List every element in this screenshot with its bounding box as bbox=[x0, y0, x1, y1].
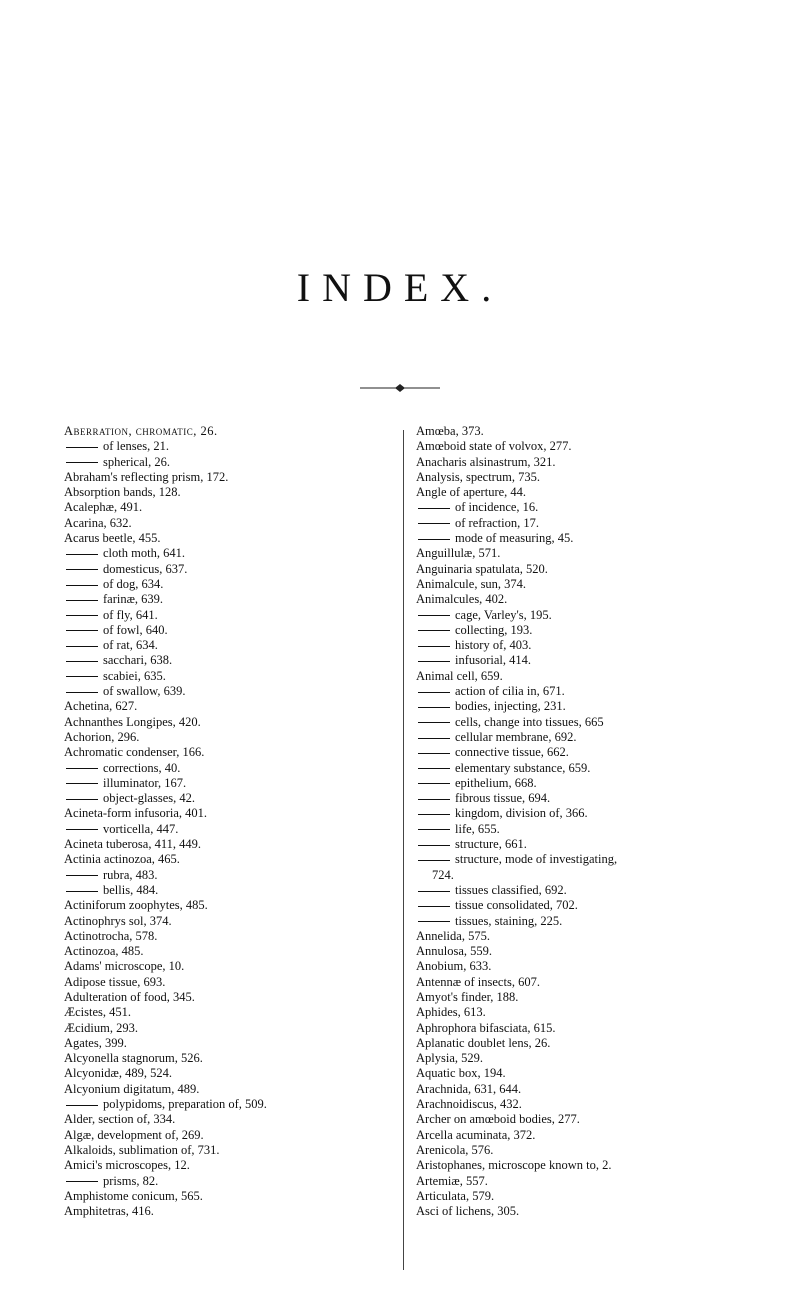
index-entry-text: domesticus, 637. bbox=[103, 561, 188, 576]
index-entry-text: Arachnida, 631, 644. bbox=[416, 1081, 522, 1096]
index-entry-text: Achnanthes Longipes, 420. bbox=[64, 714, 201, 729]
index-entry-text: Animalcule, sun, 374. bbox=[416, 576, 527, 591]
index-entry-text: of rat, 634. bbox=[103, 638, 158, 653]
index-entry-text: Aphrophora bifasciata, 615. bbox=[416, 1020, 556, 1035]
ditto-dash bbox=[66, 600, 98, 601]
index-entry bbox=[416, 883, 786, 898]
index-entry-text: Articulata, 579. bbox=[416, 1188, 495, 1203]
index-entry bbox=[416, 1082, 786, 1097]
index-entry bbox=[64, 684, 394, 699]
index-entry bbox=[416, 577, 786, 592]
index-entry-text: 724. bbox=[432, 867, 454, 882]
index-entry-text: Amphitetras, 416. bbox=[64, 1204, 154, 1219]
index-entry bbox=[416, 868, 786, 883]
index-entry-text: Acineta tuberosa, 411, 449. bbox=[64, 837, 201, 852]
index-entry bbox=[416, 1066, 786, 1081]
index-entry bbox=[64, 791, 394, 806]
index-entry-text: Abraham's reflecting prism, 172. bbox=[64, 469, 229, 484]
index-entry-text: Alcyonella stagnorum, 526. bbox=[64, 1051, 203, 1066]
index-entry-text: Asci of lichens, 305. bbox=[416, 1204, 520, 1219]
index-entry-text: history of, 403. bbox=[455, 638, 532, 653]
index-entry-text: life, 655. bbox=[455, 821, 500, 836]
index-entry-text: Aplysia, 529. bbox=[416, 1051, 484, 1066]
index-entry bbox=[64, 439, 394, 454]
ditto-dash bbox=[66, 615, 98, 616]
index-entry bbox=[416, 837, 786, 852]
index-entry-text: object-glasses, 42. bbox=[103, 791, 195, 806]
index-entry-text: Angle of aperture, 44. bbox=[416, 485, 527, 500]
index-entry bbox=[416, 653, 786, 668]
divider-ornament-icon bbox=[360, 383, 440, 393]
index-entry bbox=[64, 745, 394, 760]
ditto-dash bbox=[66, 799, 98, 800]
index-entry-text: Adipose tissue, 693. bbox=[64, 974, 166, 989]
index-entry-text: Anacharis alsinastrum, 321. bbox=[416, 454, 556, 469]
index-entry bbox=[416, 455, 786, 470]
index-entry-text: Aphides, 613. bbox=[416, 1005, 486, 1020]
index-entry-text: Aristophanes, microscope known to, 2. bbox=[416, 1158, 612, 1173]
ditto-dash bbox=[418, 692, 450, 693]
index-entry-text: of incidence, 16. bbox=[455, 500, 539, 515]
index-entry-text: sacchari, 638. bbox=[103, 653, 173, 668]
index-entry bbox=[64, 562, 394, 577]
index-entry-text: spherical, 26. bbox=[103, 454, 170, 469]
index-entry bbox=[416, 1005, 786, 1020]
index-entry bbox=[416, 638, 786, 653]
index-entry bbox=[64, 822, 394, 837]
index-entry bbox=[64, 699, 394, 714]
index-entry-text: of fowl, 640. bbox=[103, 622, 168, 637]
index-entry-text: Achromatic condenser, 166. bbox=[64, 745, 205, 760]
index-entry bbox=[64, 623, 394, 638]
index-entry-text: Annelida, 575. bbox=[416, 928, 490, 943]
index-entry bbox=[416, 516, 786, 531]
index-entry bbox=[64, 1112, 394, 1127]
index-entry bbox=[416, 424, 786, 439]
index-entry bbox=[416, 562, 786, 577]
index-entry-text: illuminator, 167. bbox=[103, 775, 187, 790]
index-entry-text: Acarus beetle, 455. bbox=[64, 531, 161, 546]
index-entry-text: Antennæ of insects, 607. bbox=[416, 974, 540, 989]
index-entry bbox=[416, 852, 786, 867]
ditto-dash bbox=[418, 906, 450, 907]
index-entry-text: Anobium, 633. bbox=[416, 959, 492, 974]
index-entry bbox=[64, 852, 394, 867]
ditto-dash bbox=[418, 799, 450, 800]
ditto-dash bbox=[418, 738, 450, 739]
index-entry bbox=[64, 898, 394, 913]
index-entry bbox=[64, 608, 394, 623]
index-entry bbox=[416, 1158, 786, 1173]
index-entry bbox=[416, 1021, 786, 1036]
index-entry bbox=[416, 1204, 786, 1219]
index-entry-text: Adams' microscope, 10. bbox=[64, 959, 185, 974]
index-entry-text: Amœboid state of volvox, 277. bbox=[416, 439, 572, 454]
index-entry bbox=[416, 822, 786, 837]
index-entry bbox=[64, 638, 394, 653]
index-entry-text: Animal cell, 659. bbox=[416, 668, 503, 683]
index-entry-text: Analysis, spectrum, 735. bbox=[416, 469, 540, 484]
index-entry bbox=[416, 898, 786, 913]
ditto-dash bbox=[66, 554, 98, 555]
ditto-dash bbox=[418, 630, 450, 631]
index-entry-text: Aplanatic doublet lens, 26. bbox=[416, 1035, 551, 1050]
ditto-dash bbox=[66, 676, 98, 677]
ditto-dash bbox=[66, 661, 98, 662]
ditto-dash bbox=[418, 783, 450, 784]
index-entry bbox=[64, 837, 394, 852]
ditto-dash bbox=[66, 1181, 98, 1182]
index-entry-text: prisms, 82. bbox=[103, 1173, 159, 1188]
index-entry-text: collecting, 193. bbox=[455, 622, 533, 637]
index-entry bbox=[64, 1143, 394, 1158]
index-entry-text: Absorption bands, 128. bbox=[64, 485, 181, 500]
ditto-dash bbox=[66, 585, 98, 586]
index-entry bbox=[416, 791, 786, 806]
index-entry bbox=[416, 944, 786, 959]
index-entry-text: cage, Varley's, 195. bbox=[455, 607, 552, 622]
index-entry-text: structure, 661. bbox=[455, 837, 527, 852]
index-entry-text: of swallow, 639. bbox=[103, 684, 186, 699]
ditto-dash bbox=[418, 921, 450, 922]
index-entry bbox=[64, 1128, 394, 1143]
index-entry-text: vorticella, 447. bbox=[103, 821, 179, 836]
index-entry-text: bellis, 484. bbox=[103, 882, 159, 897]
index-entry-text: polypidoms, preparation of, 509. bbox=[103, 1097, 267, 1112]
index-entry-text: Adulteration of food, 345. bbox=[64, 989, 195, 1004]
index-entry-text: Aquatic box, 194. bbox=[416, 1066, 506, 1081]
index-entry bbox=[416, 730, 786, 745]
ditto-dash bbox=[66, 891, 98, 892]
index-entry bbox=[64, 883, 394, 898]
ditto-dash bbox=[66, 692, 98, 693]
index-entry bbox=[416, 699, 786, 714]
index-entry-text: Acarina, 632. bbox=[64, 515, 132, 530]
index-entry-text: fibrous tissue, 694. bbox=[455, 791, 551, 806]
index-entry-text: Anguinaria spatulata, 520. bbox=[416, 561, 548, 576]
index-entry bbox=[64, 1189, 394, 1204]
index-entry bbox=[416, 623, 786, 638]
index-entry-text: kingdom, division of, 366. bbox=[455, 806, 588, 821]
ditto-dash bbox=[418, 768, 450, 769]
index-entry-text: Actinophrys sol, 374. bbox=[64, 913, 172, 928]
index-entry bbox=[416, 1097, 786, 1112]
index-entry bbox=[64, 868, 394, 883]
index-entry-text: structure, mode of investigating, bbox=[455, 852, 618, 867]
ditto-dash bbox=[66, 1105, 98, 1106]
index-entry bbox=[64, 959, 394, 974]
index-entry-text: Æcistes, 451. bbox=[64, 1005, 132, 1020]
index-entry-text: Agates, 399. bbox=[64, 1035, 127, 1050]
index-entry bbox=[64, 455, 394, 470]
index-entry-text: Actinia actinozoa, 465. bbox=[64, 852, 180, 867]
index-entry bbox=[416, 1036, 786, 1051]
index-entry bbox=[64, 944, 394, 959]
index-entry bbox=[416, 684, 786, 699]
index-entry bbox=[416, 669, 786, 684]
ditto-dash bbox=[66, 447, 98, 448]
index-entry-text: Archer on amœboid bodies, 277. bbox=[416, 1112, 580, 1127]
index-entry bbox=[416, 929, 786, 944]
index-entry bbox=[64, 669, 394, 684]
index-entry-text: Actiniforum zoophytes, 485. bbox=[64, 898, 208, 913]
index-entry bbox=[64, 761, 394, 776]
index-entry-text: tissues, staining, 225. bbox=[455, 913, 563, 928]
index-entry-text: Alcyonium digitatum, 489. bbox=[64, 1081, 200, 1096]
index-entry bbox=[416, 485, 786, 500]
ditto-dash bbox=[418, 646, 450, 647]
index-entry-text: bodies, injecting, 231. bbox=[455, 699, 566, 714]
index-entry bbox=[416, 959, 786, 974]
index-entry-text: tissue consolidated, 702. bbox=[455, 898, 578, 913]
index-entry bbox=[64, 500, 394, 515]
index-entry-text: Achetina, 627. bbox=[64, 699, 138, 714]
ditto-dash bbox=[418, 860, 450, 861]
ditto-dash bbox=[418, 891, 450, 892]
index-entry bbox=[64, 592, 394, 607]
index-entry bbox=[416, 975, 786, 990]
index-entry bbox=[64, 653, 394, 668]
ditto-dash bbox=[418, 523, 450, 524]
index-entry bbox=[416, 990, 786, 1005]
index-entry bbox=[64, 715, 394, 730]
index-entry bbox=[416, 1128, 786, 1143]
index-entry-text: cloth moth, 641. bbox=[103, 546, 185, 561]
index-entry bbox=[64, 516, 394, 531]
index-entry-text: scabiei, 635. bbox=[103, 668, 166, 683]
index-entry bbox=[416, 470, 786, 485]
index-entry-text: Alder, section of, 334. bbox=[64, 1112, 176, 1127]
index-entry bbox=[64, 1066, 394, 1081]
index-entry bbox=[416, 806, 786, 821]
index-entry-text: connective tissue, 662. bbox=[455, 745, 569, 760]
index-entry bbox=[64, 990, 394, 1005]
index-entry bbox=[416, 1189, 786, 1204]
index-entry bbox=[416, 715, 786, 730]
index-entry-text: Amphistome conicum, 565. bbox=[64, 1188, 203, 1203]
index-entry-text: Amœba, 373. bbox=[416, 424, 484, 438]
index-entry bbox=[64, 1005, 394, 1020]
ditto-dash bbox=[418, 829, 450, 830]
index-entry bbox=[64, 470, 394, 485]
index-entry bbox=[416, 1051, 786, 1066]
index-entry bbox=[64, 1036, 394, 1051]
index-entry-text: Æcidium, 293. bbox=[64, 1020, 138, 1035]
column-divider bbox=[403, 430, 404, 1270]
index-entry-text: mode of measuring, 45. bbox=[455, 531, 574, 546]
index-entry bbox=[64, 1051, 394, 1066]
index-entry-text: Animalcules, 402. bbox=[416, 592, 508, 607]
index-entry-heading-word: Aberration, bbox=[64, 424, 133, 438]
index-entry-text: Arachnoidiscus, 432. bbox=[416, 1097, 522, 1112]
ditto-dash bbox=[66, 630, 98, 631]
index-entry bbox=[64, 485, 394, 500]
index-entry bbox=[64, 1082, 394, 1097]
index-entry-text: Alkaloids, sublimation of, 731. bbox=[64, 1142, 220, 1157]
ditto-dash bbox=[66, 569, 98, 570]
index-entry bbox=[64, 546, 394, 561]
index-entry bbox=[64, 975, 394, 990]
index-entry-text: of fly, 641. bbox=[103, 607, 158, 622]
index-entry bbox=[416, 761, 786, 776]
index-entry-text: cells, change into tissues, 665 bbox=[455, 714, 604, 729]
index-entry bbox=[64, 1158, 394, 1173]
ditto-dash bbox=[418, 845, 450, 846]
index-entry-text: action of cilia in, 671. bbox=[455, 684, 565, 699]
index-entry-text: Anguillulæ, 571. bbox=[416, 546, 501, 561]
index-entry-text: of dog, 634. bbox=[103, 576, 164, 591]
index-entry-text: corrections, 40. bbox=[103, 760, 181, 775]
index-entry bbox=[64, 929, 394, 944]
ditto-dash bbox=[66, 783, 98, 784]
index-entry bbox=[64, 1097, 394, 1112]
index-entry-text: chromatic, 26. bbox=[132, 424, 218, 438]
index-entry-text: Arenicola, 576. bbox=[416, 1142, 494, 1157]
index-entry-text: Algæ, development of, 269. bbox=[64, 1127, 204, 1142]
index-entry-text: Arcella acuminata, 372. bbox=[416, 1127, 536, 1142]
index-entry bbox=[64, 806, 394, 821]
ditto-dash bbox=[66, 875, 98, 876]
ditto-dash bbox=[66, 462, 98, 463]
index-entry bbox=[64, 1204, 394, 1219]
ditto-dash bbox=[66, 768, 98, 769]
index-entry-text: Achorion, 296. bbox=[64, 729, 140, 744]
ditto-dash bbox=[66, 646, 98, 647]
index-entry bbox=[64, 577, 394, 592]
index-entry bbox=[64, 1021, 394, 1036]
index-entry bbox=[416, 608, 786, 623]
index-entry-text: epithelium, 668. bbox=[455, 775, 537, 790]
index-entry-text: infusorial, 414. bbox=[455, 653, 532, 668]
index-entry-text: Artemiæ, 557. bbox=[416, 1173, 488, 1188]
index-entry bbox=[64, 531, 394, 546]
index-entry-text: Acalephæ, 491. bbox=[64, 500, 143, 515]
page-title: INDEX. bbox=[296, 265, 504, 310]
index-entry-text: Alcyonidæ, 489, 524. bbox=[64, 1066, 172, 1081]
index-entry-text: of refraction, 17. bbox=[455, 515, 539, 530]
ditto-dash bbox=[418, 707, 450, 708]
index-entry bbox=[416, 914, 786, 929]
index-column-left bbox=[64, 424, 394, 1219]
index-entry-text: Amici's microscopes, 12. bbox=[64, 1158, 190, 1173]
index-entry bbox=[416, 546, 786, 561]
index-entry bbox=[416, 439, 786, 454]
index-entry bbox=[416, 1174, 786, 1189]
ditto-dash bbox=[418, 661, 450, 662]
ditto-dash bbox=[418, 539, 450, 540]
index-entry bbox=[64, 1174, 394, 1189]
index-entry bbox=[416, 1143, 786, 1158]
index-entry-text: farinæ, 639. bbox=[103, 592, 164, 607]
index-entry-text: tissues classified, 692. bbox=[455, 882, 567, 897]
index-entry bbox=[64, 424, 394, 439]
ditto-dash bbox=[418, 508, 450, 509]
index-column-right bbox=[416, 424, 786, 1219]
index-entry-text: Actinozoa, 485. bbox=[64, 944, 144, 959]
index-entry-text: Annulosa, 559. bbox=[416, 944, 493, 959]
ditto-dash bbox=[418, 615, 450, 616]
index-entry bbox=[416, 1112, 786, 1127]
index-entry-text: cellular membrane, 692. bbox=[455, 729, 577, 744]
index-entry bbox=[416, 776, 786, 791]
index-entry bbox=[416, 745, 786, 760]
index-entry bbox=[416, 592, 786, 607]
ditto-dash bbox=[418, 753, 450, 754]
index-entry-text: Acineta-form infusoria, 401. bbox=[64, 806, 208, 821]
index-entry bbox=[64, 730, 394, 745]
index-entry-text: rubra, 483. bbox=[103, 867, 158, 882]
index-entry-text: Actinotrocha, 578. bbox=[64, 928, 158, 943]
ditto-dash bbox=[66, 829, 98, 830]
index-entry bbox=[64, 914, 394, 929]
ditto-dash bbox=[418, 814, 450, 815]
index-entry-text: Amyot's finder, 188. bbox=[416, 989, 519, 1004]
ditto-dash bbox=[418, 722, 450, 723]
index-entry-text: elementary substance, 659. bbox=[455, 760, 591, 775]
index-entry bbox=[64, 776, 394, 791]
index-entry bbox=[416, 531, 786, 546]
index-entry bbox=[416, 500, 786, 515]
index-entry-text: of lenses, 21. bbox=[103, 439, 169, 454]
